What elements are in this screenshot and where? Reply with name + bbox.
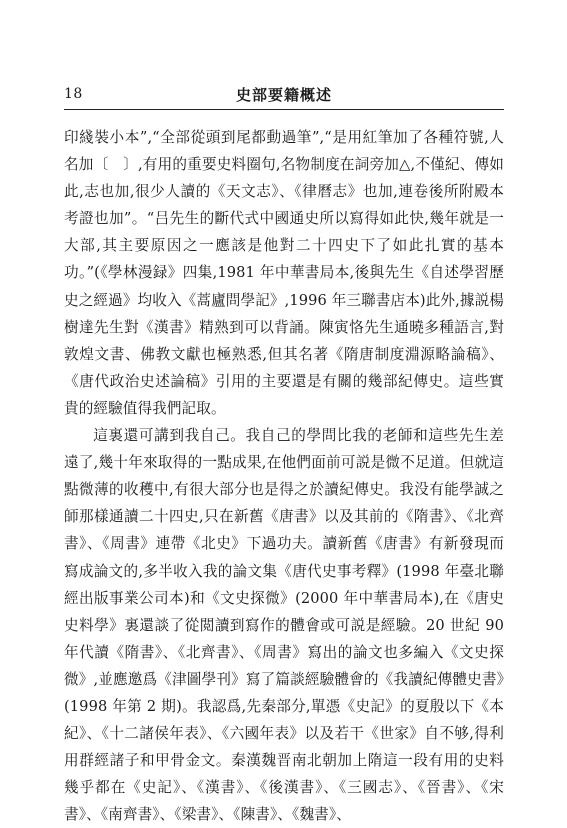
header-rule (64, 109, 504, 110)
page-header (64, 84, 504, 108)
paragraph-continued: 印綫裝小本”,“全部從頭到尾都動過筆”,“是用紅筆加了各種符號,人名加〔 〕,有用的重要史料圈句,名物制度在詞旁加△,不僅紀、傳如此,志也加,很少人讀的《天文志》、《律曆志》也加,連卷後所附殿本考證也加”。“吕先生的斷代式中國通史所以寫得如此快,幾年就是一大部,其主要原因之一應該是他對二十四史下了如此扎實的基本功。”(《學林漫録》四集,1981 年中華書局本,後與先生《自述學習歷史之經過》均收入《蒿廬問學記》,1996 年三聯書店本)此外,據説楊樹達先生對《漢書》精熟到可以背誦。陳寅恪先生通曉多種語言,對敦煌文書、佛教文獻也極熟悉,但其名著《隋唐制度淵源略論稿》、《唐代政治史述論稿》引用的主要還是有關的幾部紀傳史。這些實貴的經驗值得我們記取。 (64, 129, 504, 417)
page-number: 18 (64, 86, 83, 102)
running-title: 史部要籍概述 (235, 86, 332, 104)
paragraph: 這裏還可講到我自己。我自己的學問比我的老師和這些先生差遠了,幾十年來取得的一點成果,在他們面前可説是微不足道。但就這點微薄的收穫中,有很大部分也是得之於讀紀傳史。我没有能學誠之師那樣通讀二十四史,只在新舊《唐書》以及其前的《隋書》、《北齊書》、《周書》連帶《北史》下過功夫。讀新舊《唐書》有新發現而寫成論文的,多半收入我的論文集《唐代史事考釋》(1998 年臺北聯經出版事業公司本)和《文史探微》(2000 年中華書局本),在《唐史史料學》裏還談了從閲讀到寫作的體會或可説是經驗。20 世紀 90 年代讀《隋書》、《北齊書》、《周書》寫出的論文也多編入《文史探微》,並應邀爲《津圖學刊》寫了篇談經驗體會的《我讀紀傳體史書》(1998 年第 2 期)。我認爲,先秦部分,單憑《史記》的夏殷以下《本紀》、《十二諸侯年表》、《六國年表》以及若干《世家》自不够,得利用群經諸子和甲骨金文。秦漢魏晋南北朝加上隋這一段有用的史料幾乎都在《史記》、《漢書》、《後漢書》、《三國志》、《晉書》、《宋書》、《南齊書》、《梁書》、《陳書》、《魏書》、 (64, 427, 504, 824)
body-text (64, 124, 504, 828)
